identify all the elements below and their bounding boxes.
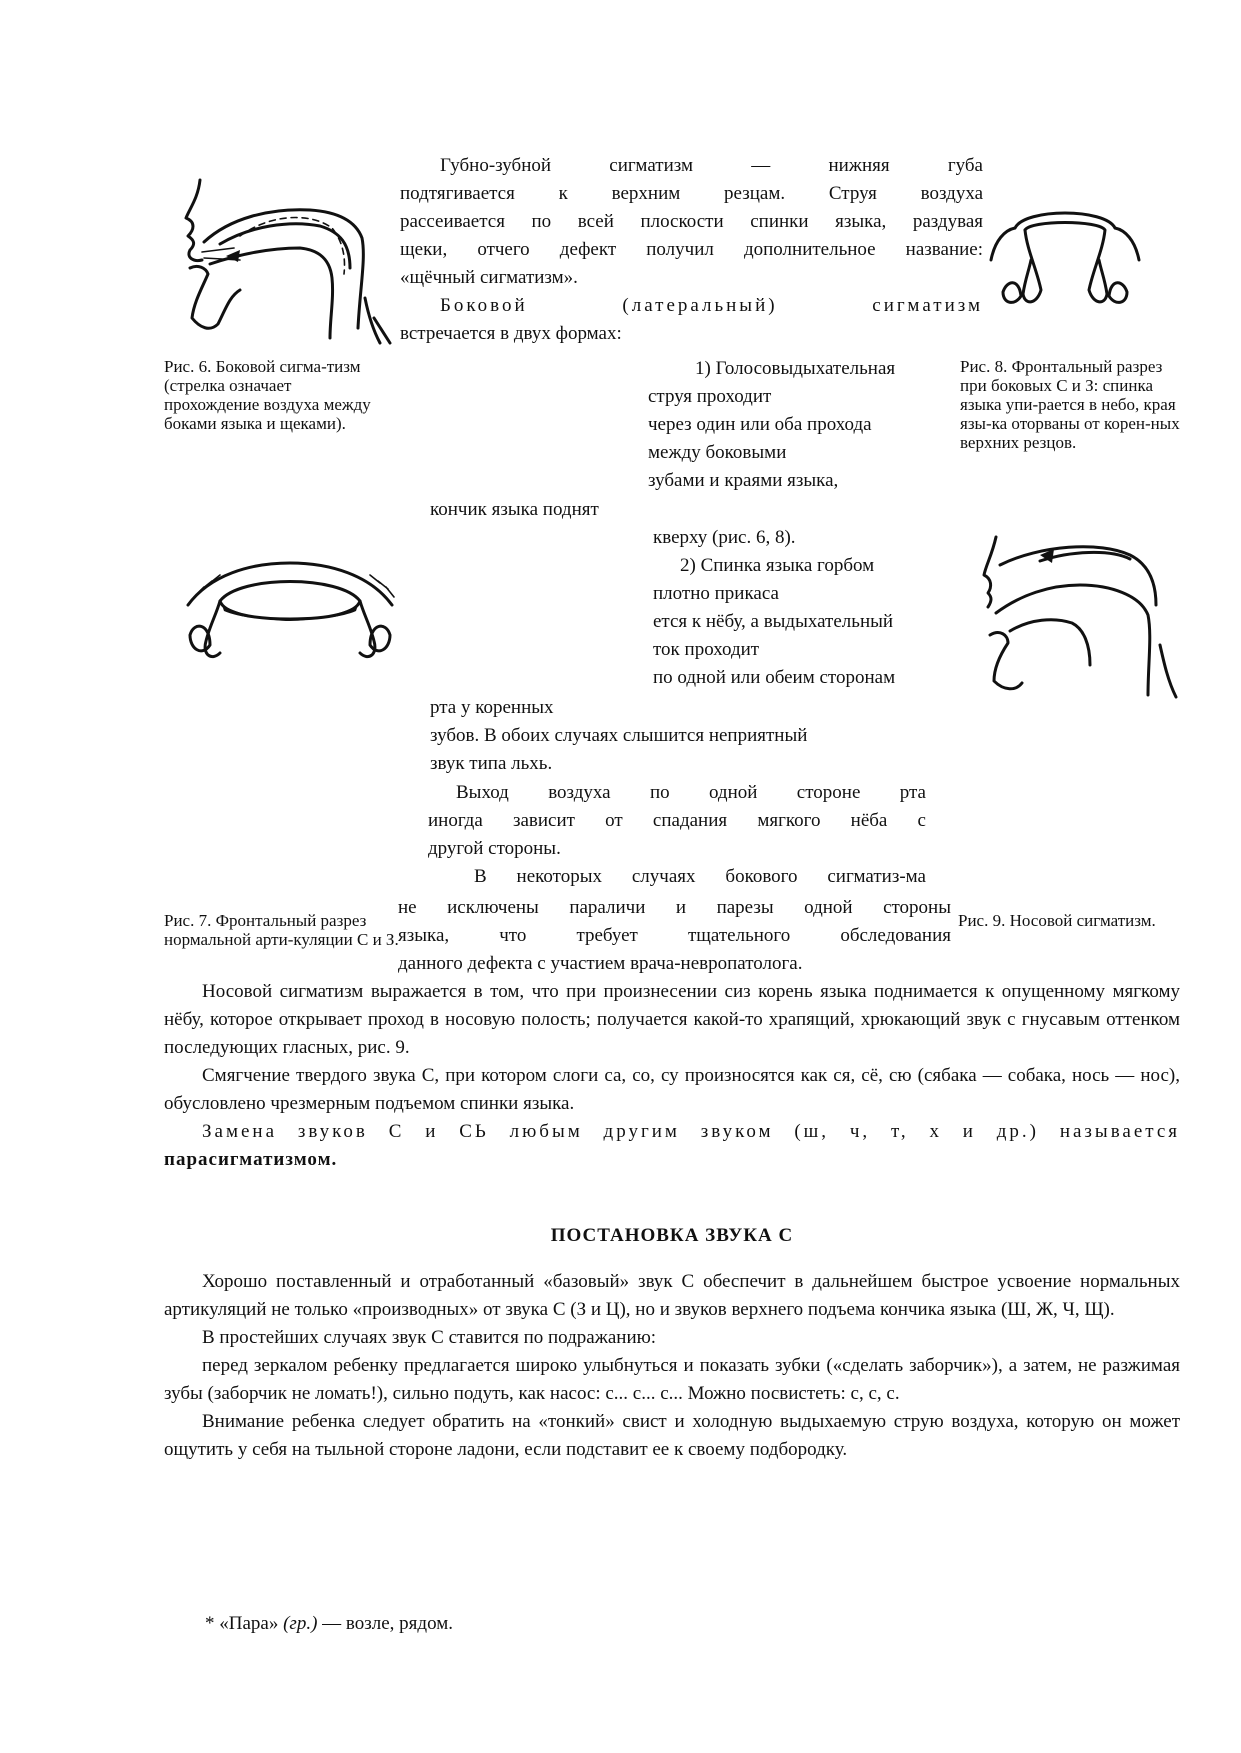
text-line: языка, что требует тщательного обследования xyxy=(398,925,951,946)
figure-8-caption: Рис. 8. Фронтальный разрез при боковых С и З: спинка языка упи-рается в небо, края язы-ка оторваны от корен-ных верхних резцов. xyxy=(960,357,1180,452)
footnote xyxy=(205,1610,453,1638)
text-line: не исключены параличи и парезы одной стороны xyxy=(398,897,951,918)
footnote-definition: — возле, рядом. xyxy=(322,1613,454,1634)
text-line: встречается в двух формах: xyxy=(400,323,622,344)
paragraph: Смягчение твердого звука С, при котором слоги са, со, су произносятся как ся, сё, сю (сябака — собака, нось — нос), обусловлено чрезмерным подъемом спинки языка. xyxy=(164,1065,1180,1114)
text-line: Выход воздуха по одной стороне рта xyxy=(456,782,926,803)
text-line: через один или оба прохода xyxy=(648,414,872,435)
paragraph: В простейших случаях звук С ставится по подражанию: xyxy=(202,1327,657,1348)
paragraph: Внимание ребенка следует обратить на «тонкий» свист и холодную выдыхаемую струю воздуха, которую он может ощутить у себя на тыльной стороне ладони, если подставит ее к своему подбородку. xyxy=(164,1411,1180,1460)
text-line: В некоторых случаях бокового сигматиз-ма xyxy=(474,866,926,887)
text-line: ется к нёбу, а выдыхательный xyxy=(653,611,894,632)
section-heading: ПОСТАНОВКА ЗВУКА С xyxy=(550,1225,794,1246)
top-text-block xyxy=(400,152,983,348)
text-line: кончик языка поднят xyxy=(430,499,599,520)
figure-6-caption: Рис. 6. Боковой сигма-тизм (стрелка означает прохождение воздуха между боками языка и щеками). xyxy=(164,357,371,433)
mid-text-block xyxy=(428,779,926,891)
text-line: щеки, отчего дефект получил дополнительное название: xyxy=(400,239,983,260)
paragraph: Хорошо поставленный и отработанный «базовый» звук С обеспечит в дальнейшем быстрое усвоение нормальных артикуляций не только «производных» от звука С (З и Ц), но и звуков верхнего подъема кончика языка (Ш, Ж, Ч, Щ). xyxy=(164,1271,1180,1320)
text-line: рассеивается по всей плоскости спинки языка, раздувая xyxy=(400,211,983,232)
text-line: по одной или обеим сторонам xyxy=(653,667,896,688)
figure-9-caption: Рис. 9. Носовой сигматизм. xyxy=(958,911,1156,930)
main-text xyxy=(164,978,1180,1464)
footnote-term: * «Пара» xyxy=(205,1613,279,1634)
paragraph: Носовой сигматизм выражается в том, что при произнесении сиз корень языка поднимается к опущенному мягкому нёбу, которое открывает проход в носовую полость; получается какой-то храпящий, хрюкающий звук с гнусавым оттенком последующих гласных, рис. 9. xyxy=(164,981,1180,1058)
text-line: кверху (рис. 6, 8). xyxy=(653,527,796,548)
paragraph: перед зеркалом ребенку предлагается широко улыбнуться и показать зубки («сделать заборчик»), а затем, не разжимая зубы (заборчик не ломать!), сильно подуть, как насос: с... с... с... Можно посвистеть: с, с, с. xyxy=(164,1355,1180,1404)
mid-text-block-2 xyxy=(398,894,951,978)
text-line: иногда зависит от спадания мягкого нёба с xyxy=(428,810,926,831)
text-line: плотно прикаса xyxy=(653,583,779,604)
figure-7-image xyxy=(180,545,400,675)
text-line: 2) Спинка языка горбом xyxy=(680,555,875,576)
figure-6-image xyxy=(180,178,405,348)
text-line: «щёчный сигматизм». xyxy=(400,267,578,288)
text-line: Губно-зубной сигматизм — нижняя губа xyxy=(440,155,983,176)
text-line: другой стороны. xyxy=(428,838,561,859)
figure-7-caption: Рис. 7. Фронтальный разрез нормальной арти-куляции С и З. xyxy=(164,911,399,949)
text-line: зубов. В обоих случаях слышится неприятный xyxy=(430,725,808,746)
text-line: Боковой (латеральный) сигматизм xyxy=(440,295,983,316)
text-line: подтягивается к верхним резцам. Струя воздуха xyxy=(400,183,983,204)
text-line: звук типа льхь. xyxy=(430,753,553,774)
bold-term: парасигматизмом. xyxy=(164,1149,338,1170)
text-line: ток проходит xyxy=(653,639,760,660)
paragraph: Замена звуков С и СЬ любым другим звуком (ш, ч, т, х и др.) называется xyxy=(202,1121,1180,1142)
figure-9-image xyxy=(980,535,1180,700)
text-line: между боковыми xyxy=(648,442,787,463)
footnote-origin: (гр.) xyxy=(283,1613,318,1634)
text-line: зубами и краями языка, xyxy=(648,470,839,491)
figure-8-image xyxy=(985,200,1145,315)
text-line: данного дефекта с участием врача-невропатолога. xyxy=(398,953,803,974)
text-line: струя проходит xyxy=(648,386,772,407)
text-line: рта у коренных xyxy=(430,697,554,718)
text-line: 1) Голосовыдыхательная xyxy=(695,358,896,379)
